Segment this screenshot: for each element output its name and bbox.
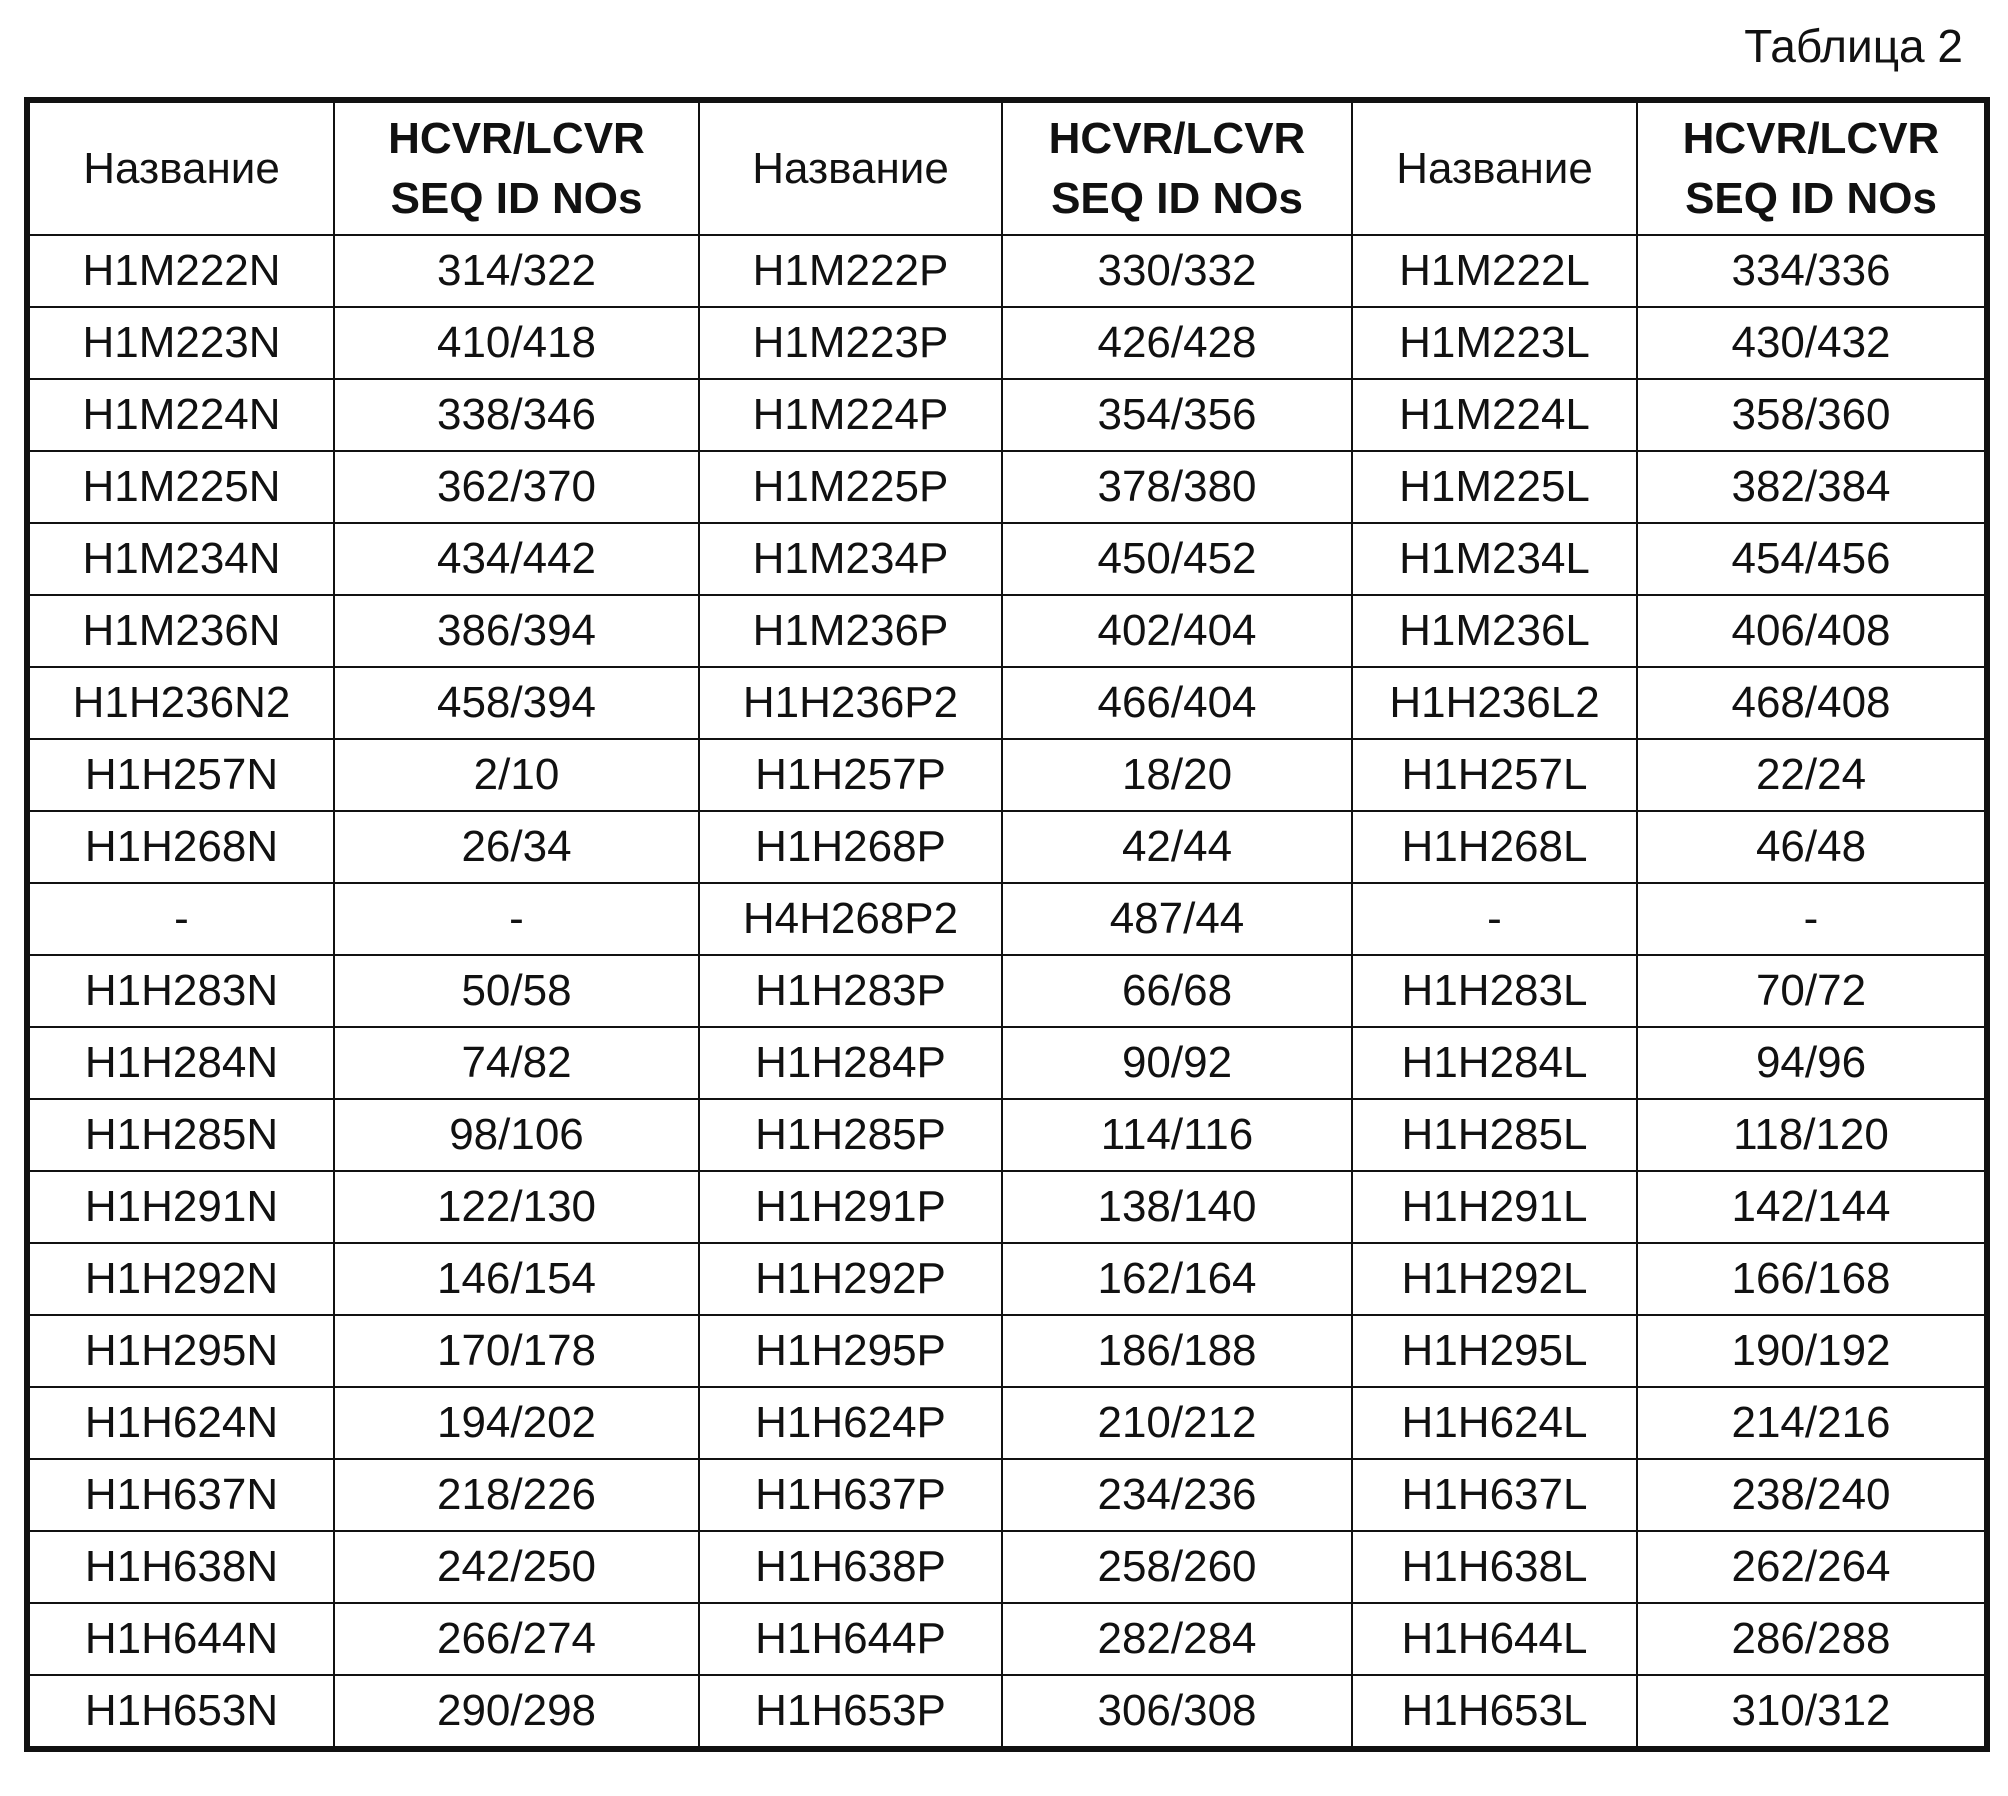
table-row	[27, 1459, 1987, 1531]
antibody-name-n-cell: H1H285N	[27, 1099, 334, 1171]
seq-ids-l-cell: 22/24	[1637, 739, 1987, 811]
antibody-name-p-cell: H1H653P	[699, 1675, 1002, 1749]
antibody-name-n-cell: H1H283N	[27, 955, 334, 1027]
seq-ids-l-cell: 214/216	[1637, 1387, 1987, 1459]
header-seq-line1: HCVR/LCVR	[1682, 113, 1940, 163]
antibody-name-p-cell: H1H284P	[699, 1027, 1002, 1099]
antibody-name-p-cell: H1H624P	[699, 1387, 1002, 1459]
seq-ids-n-cell: 434/442	[334, 523, 699, 595]
table-row	[27, 1099, 1987, 1171]
antibody-name-l-cell: H1M223L	[1352, 307, 1637, 379]
table-caption: Таблица 2	[1744, 20, 1963, 72]
seq-ids-n-cell: 290/298	[334, 1675, 699, 1749]
seq-ids-l-cell: 430/432	[1637, 307, 1987, 379]
antibody-name-l-cell: H1H236L2	[1352, 667, 1637, 739]
antibody-name-p-cell: H1H268P	[699, 811, 1002, 883]
antibody-name-l-cell: H1H291L	[1352, 1171, 1637, 1243]
seq-ids-p-cell: 18/20	[1002, 739, 1352, 811]
seq-ids-l-cell: 262/264	[1637, 1531, 1987, 1603]
seq-ids-l-cell: 358/360	[1637, 379, 1987, 451]
antibody-name-p-cell: H1M225P	[699, 451, 1002, 523]
seq-ids-p-cell: 186/188	[1002, 1315, 1352, 1387]
antibody-name-n-cell: H1H284N	[27, 1027, 334, 1099]
header-seq-ids-1	[334, 100, 699, 235]
seq-ids-n-cell: 386/394	[334, 595, 699, 667]
table-row	[27, 451, 1987, 523]
antibody-name-n-cell: H1H644N	[27, 1603, 334, 1675]
antibody-name-n-cell: H1H257N	[27, 739, 334, 811]
table-row	[27, 595, 1987, 667]
table-row	[27, 1243, 1987, 1315]
antibody-name-n-cell: H1M225N	[27, 451, 334, 523]
antibody-name-n-cell: -	[27, 883, 334, 955]
antibody-name-l-cell: H1M222L	[1352, 235, 1637, 307]
antibody-name-n-cell: H1H638N	[27, 1531, 334, 1603]
antibody-name-l-cell: H1H644L	[1352, 1603, 1637, 1675]
table-row	[27, 379, 1987, 451]
antibody-name-p-cell: H1H638P	[699, 1531, 1002, 1603]
seq-ids-p-cell: 378/380	[1002, 451, 1352, 523]
table-row	[27, 1315, 1987, 1387]
antibody-name-l-cell: H1H292L	[1352, 1243, 1637, 1315]
antibody-name-n-cell: H1H292N	[27, 1243, 334, 1315]
seq-ids-p-cell: 402/404	[1002, 595, 1352, 667]
antibody-name-p-cell: H1H283P	[699, 955, 1002, 1027]
sequence-id-table	[24, 97, 1990, 1752]
table-row	[27, 235, 1987, 307]
seq-ids-l-cell: -	[1637, 883, 1987, 955]
seq-ids-l-cell: 310/312	[1637, 1675, 1987, 1749]
header-name-3: Название	[1352, 100, 1637, 235]
table-header-row	[27, 100, 1987, 235]
seq-ids-n-cell: 338/346	[334, 379, 699, 451]
seq-ids-n-cell: 218/226	[334, 1459, 699, 1531]
antibody-name-n-cell: H1H624N	[27, 1387, 334, 1459]
seq-ids-n-cell: 194/202	[334, 1387, 699, 1459]
seq-ids-p-cell: 330/332	[1002, 235, 1352, 307]
seq-ids-l-cell: 238/240	[1637, 1459, 1987, 1531]
antibody-name-p-cell: H1H257P	[699, 739, 1002, 811]
seq-ids-l-cell: 166/168	[1637, 1243, 1987, 1315]
antibody-name-n-cell: H1M224N	[27, 379, 334, 451]
antibody-name-p-cell: H1H285P	[699, 1099, 1002, 1171]
antibody-name-n-cell: H1M236N	[27, 595, 334, 667]
antibody-name-l-cell: H1H284L	[1352, 1027, 1637, 1099]
table-row	[27, 307, 1987, 379]
table-row	[27, 1171, 1987, 1243]
seq-ids-l-cell: 406/408	[1637, 595, 1987, 667]
antibody-name-l-cell: H1H624L	[1352, 1387, 1637, 1459]
seq-ids-p-cell: 354/356	[1002, 379, 1352, 451]
seq-ids-p-cell: 282/284	[1002, 1603, 1352, 1675]
seq-ids-n-cell: 242/250	[334, 1531, 699, 1603]
antibody-name-p-cell: H1H644P	[699, 1603, 1002, 1675]
antibody-name-l-cell: H1H285L	[1352, 1099, 1637, 1171]
antibody-name-l-cell: -	[1352, 883, 1637, 955]
antibody-name-n-cell: H1H268N	[27, 811, 334, 883]
seq-ids-l-cell: 334/336	[1637, 235, 1987, 307]
seq-ids-p-cell: 42/44	[1002, 811, 1352, 883]
header-name-2: Название	[699, 100, 1002, 235]
antibody-name-l-cell: H1H653L	[1352, 1675, 1637, 1749]
antibody-name-l-cell: H1H295L	[1352, 1315, 1637, 1387]
seq-ids-l-cell: 190/192	[1637, 1315, 1987, 1387]
antibody-name-p-cell: H1H637P	[699, 1459, 1002, 1531]
seq-ids-p-cell: 138/140	[1002, 1171, 1352, 1243]
antibody-name-l-cell: H1H637L	[1352, 1459, 1637, 1531]
header-name-1: Название	[27, 100, 334, 235]
seq-ids-n-cell: 314/322	[334, 235, 699, 307]
antibody-name-l-cell: H1M236L	[1352, 595, 1637, 667]
antibody-name-p-cell: H1M223P	[699, 307, 1002, 379]
seq-ids-l-cell: 142/144	[1637, 1171, 1987, 1243]
antibody-name-n-cell: H1M234N	[27, 523, 334, 595]
antibody-name-p-cell: H1M236P	[699, 595, 1002, 667]
seq-ids-l-cell: 46/48	[1637, 811, 1987, 883]
seq-ids-p-cell: 66/68	[1002, 955, 1352, 1027]
table-row	[27, 883, 1987, 955]
header-seq-line2: SEQ ID NOs	[1685, 173, 1937, 223]
table-row	[27, 667, 1987, 739]
seq-ids-n-cell: 98/106	[334, 1099, 699, 1171]
table-body	[27, 235, 1987, 1749]
antibody-name-n-cell: H1H295N	[27, 1315, 334, 1387]
antibody-name-l-cell: H1M225L	[1352, 451, 1637, 523]
antibody-name-l-cell: H1H268L	[1352, 811, 1637, 883]
seq-ids-p-cell: 258/260	[1002, 1531, 1352, 1603]
table-row	[27, 1603, 1987, 1675]
seq-ids-n-cell: 26/34	[334, 811, 699, 883]
seq-ids-n-cell: 362/370	[334, 451, 699, 523]
seq-ids-p-cell: 450/452	[1002, 523, 1352, 595]
antibody-name-p-cell: H1H292P	[699, 1243, 1002, 1315]
antibody-name-n-cell: H1H637N	[27, 1459, 334, 1531]
header-seq-line1: HCVR/LCVR	[1048, 113, 1306, 163]
seq-ids-p-cell: 90/92	[1002, 1027, 1352, 1099]
antibody-name-p-cell: H1H291P	[699, 1171, 1002, 1243]
antibody-name-p-cell: H4H268P2	[699, 883, 1002, 955]
antibody-name-l-cell: H1H283L	[1352, 955, 1637, 1027]
seq-ids-n-cell: 122/130	[334, 1171, 699, 1243]
seq-ids-l-cell: 118/120	[1637, 1099, 1987, 1171]
antibody-name-p-cell: H1M222P	[699, 235, 1002, 307]
table-row	[27, 1027, 1987, 1099]
seq-ids-l-cell: 454/456	[1637, 523, 1987, 595]
antibody-name-l-cell: H1H638L	[1352, 1531, 1637, 1603]
seq-ids-n-cell: 50/58	[334, 955, 699, 1027]
seq-ids-l-cell: 94/96	[1637, 1027, 1987, 1099]
seq-ids-n-cell: 458/394	[334, 667, 699, 739]
antibody-name-n-cell: H1M223N	[27, 307, 334, 379]
antibody-name-l-cell: H1H257L	[1352, 739, 1637, 811]
header-seq-line2: SEQ ID NOs	[390, 173, 643, 223]
seq-ids-n-cell: 170/178	[334, 1315, 699, 1387]
seq-ids-n-cell: 74/82	[334, 1027, 699, 1099]
table-row	[27, 955, 1987, 1027]
antibody-name-p-cell: H1H295P	[699, 1315, 1002, 1387]
antibody-name-p-cell: H1M234P	[699, 523, 1002, 595]
table-row	[27, 739, 1987, 811]
seq-ids-p-cell: 306/308	[1002, 1675, 1352, 1749]
table-row	[27, 1675, 1987, 1749]
seq-ids-l-cell: 382/384	[1637, 451, 1987, 523]
header-seq-ids-3	[1637, 100, 1987, 235]
table-row	[27, 811, 1987, 883]
header-seq-ids-2	[1002, 100, 1352, 235]
antibody-name-n-cell: H1H236N2	[27, 667, 334, 739]
antibody-name-p-cell: H1M224P	[699, 379, 1002, 451]
seq-ids-n-cell: -	[334, 883, 699, 955]
table-row	[27, 523, 1987, 595]
seq-ids-l-cell: 70/72	[1637, 955, 1987, 1027]
header-seq-line2: SEQ ID NOs	[1051, 173, 1303, 223]
seq-ids-p-cell: 234/236	[1002, 1459, 1352, 1531]
seq-ids-n-cell: 146/154	[334, 1243, 699, 1315]
seq-ids-p-cell: 162/164	[1002, 1243, 1352, 1315]
antibody-name-n-cell: H1H653N	[27, 1675, 334, 1749]
seq-ids-p-cell: 466/404	[1002, 667, 1352, 739]
antibody-name-n-cell: H1M222N	[27, 235, 334, 307]
antibody-name-l-cell: H1M234L	[1352, 523, 1637, 595]
seq-ids-n-cell: 2/10	[334, 739, 699, 811]
seq-ids-l-cell: 286/288	[1637, 1603, 1987, 1675]
seq-ids-n-cell: 266/274	[334, 1603, 699, 1675]
seq-ids-p-cell: 487/44	[1002, 883, 1352, 955]
seq-ids-p-cell: 426/428	[1002, 307, 1352, 379]
antibody-name-p-cell: H1H236P2	[699, 667, 1002, 739]
antibody-name-n-cell: H1H291N	[27, 1171, 334, 1243]
seq-ids-n-cell: 410/418	[334, 307, 699, 379]
seq-ids-p-cell: 114/116	[1002, 1099, 1352, 1171]
header-seq-line1: HCVR/LCVR	[388, 113, 645, 163]
seq-ids-p-cell: 210/212	[1002, 1387, 1352, 1459]
table-row	[27, 1531, 1987, 1603]
table-row	[27, 1387, 1987, 1459]
seq-ids-l-cell: 468/408	[1637, 667, 1987, 739]
antibody-name-l-cell: H1M224L	[1352, 379, 1637, 451]
